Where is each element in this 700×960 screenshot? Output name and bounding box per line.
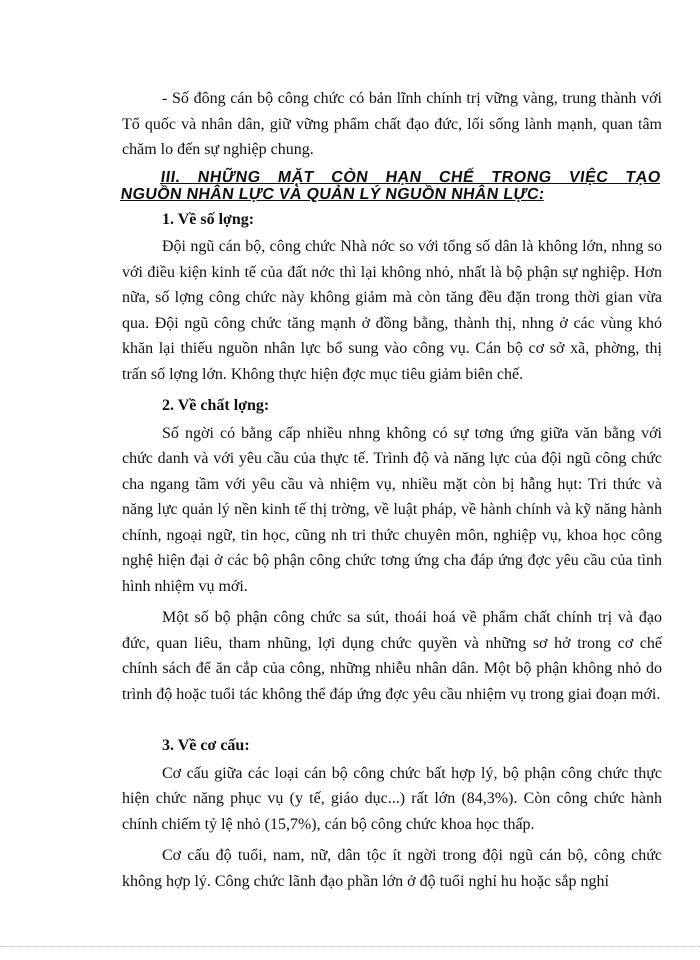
- page-bottom-divider: [0, 946, 700, 947]
- quantity-paragraph: Đội ngũ cán bộ, công chức Nhà nớc so với tổng số dân là không lớn, nhng so với điều kiện kinh tế của đất nớc thì lại không nhỏ, nhất là bộ phận sự nghiệp. Hơn nữa, số lợng công chức này không giảm mà còn tăng đều đặn trong thời gian vừa qua. Đội ngũ công chức tăng mạnh ở đồng bằng, thành thị, nhng ở các vùng khó khăn lại thiếu nguồn nhân lực bổ sung vào công vụ. Cán bộ cơ sở xã, phờng, thị trấn số lợng lớn. Không thực hiện đợc mục tiêu giảm biên chế.: [122, 238, 662, 383]
- section-heading-line-1: III. NHỮNG MẶT CÒN HẠN CHẾ TRONG VIỆC TẠO: [159, 168, 662, 186]
- section-spacer: [122, 713, 662, 733]
- quality-paragraph-1: Số ngời có bằng cấp nhiều nhng không có sự tơng ứng giữa văn bằng với chức danh và với yêu cầu của thực tế. Trình độ và năng lực của đội ngũ công chức cha ngang tầm với yêu cầu và nhiệm vụ, nhiều mặt còn bị hẫng hụt: Tri thức và năng lực quản lý nền kinh tế thị trờng, về luật pháp, về hành chính và kỹ năng hành chính, ngoại ngữ, tin học, cũng nh tri thức chuyên môn, nghiệp vụ, khoa học công nghệ hiện đại ở các bộ phận công chức tơng ứng cha đáp ứng đợc yêu cầu của tình hình nhiệm vụ mới.: [122, 424, 662, 595]
- subsection-heading-quantity: 1. Về số lợng:: [162, 210, 255, 228]
- subsection-heading-quality: 2. Về chất lợng:: [162, 397, 270, 414]
- subsection-heading-structure: 3. Về cơ cấu:: [162, 737, 250, 754]
- section-heading-line-2: NGUỒN NHÂN LỰC VÀ QUẢN LÝ NGUỒN NHÂN LỰC:: [119, 185, 546, 203]
- intro-paragraph: - Số đông cán bộ công chức có bản lĩnh chính trị vững vàng, trung thành với Tổ quốc và nhân dân, giữ vững phẩm chất đạo đức, lối sống lành mạnh, quan tâm chăm lo đến sự nghiệp chung.: [122, 90, 662, 158]
- document-body: [119, 86, 662, 900]
- quality-paragraph-2: Một số bộ phận công chức sa sút, thoái hoá về phẩm chất chính trị và đạo đức, quan liêu, tham nhũng, lợi dụng chức quyền và những sơ hở trong cơ chế chính sách để ăn cắp của công, những nhiễu nhân dân. Một bộ phận không nhỏ do trình độ hoặc tuổi tác không thể đáp ứng đợc yêu cầu nhiệm vụ trong giai đoạn mới.: [122, 609, 662, 703]
- structure-paragraph-1: Cơ cấu giữa các loại cán bộ công chức bất hợp lý, bộ phận công chức thực hiện chức năng phục vụ (y tế, giáo dục...) rất lớn (84,3%). Còn công chức hành chính chiếm tỷ lệ nhỏ (15,7%), cán bộ công chức khoa học thấp.: [122, 764, 662, 833]
- structure-paragraph-2: Cơ cấu độ tuổi, nam, nữ, dân tộc ít ngời trong đội ngũ cán bộ, công chức không hợp lý. Công chức lãnh đạo phần lớn ở độ tuổi nghỉ hu hoặc sắp nghỉ: [122, 847, 662, 890]
